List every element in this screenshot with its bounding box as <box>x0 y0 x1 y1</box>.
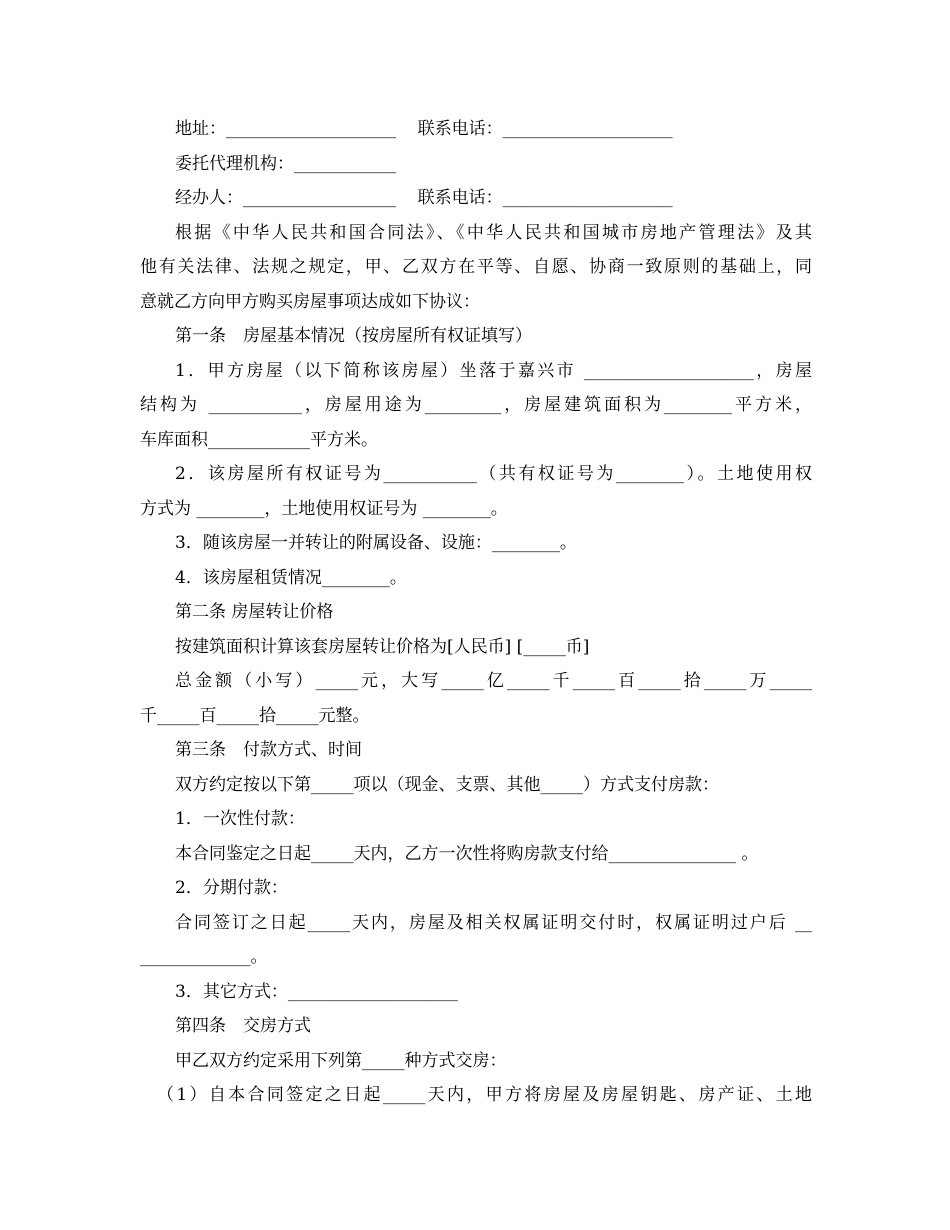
contract-page <box>140 112 812 1113</box>
article-3-item-1-heading: 1．一次性付款： <box>175 809 305 829</box>
agency-line: 委托代理机构：____________ <box>175 153 396 174</box>
article-2-heading: 第二条 房屋转让价格 <box>175 602 334 622</box>
article-2-amount-line-1: 总金额（小写）_____元，大写_____亿_____千_____百_____拾_____万_____ <box>175 671 812 691</box>
article-1-item-1-line-3: 车库面积____________平方米。 <box>140 429 378 450</box>
article-1-item-1-line-2: 结构为 ___________，房屋用途为_________，房屋建筑面积为________平方米， <box>140 395 812 415</box>
article-1-item-2-line-1: 2．该房屋所有权证号为___________（共有权证号为________）。土地使用权 <box>175 464 812 484</box>
agent-line: 经办人：__________________ 联系电话：____________________ <box>175 188 673 208</box>
article-3-item-3: 3．其它方式：____________________ <box>175 981 458 1002</box>
article-3-item-2-text-line-2: _____________。 <box>140 947 268 967</box>
article-1-heading: 第一条 房屋基本情况（按房屋所有权证填写） <box>175 326 532 346</box>
article-1-item-2-line-2: 方式为 ________，土地使用权证号为 ________。 <box>140 498 508 519</box>
article-2-price-line: 按建筑面积计算该套房屋转让价格为[人民币] [_____币] <box>175 636 590 657</box>
article-4-intro: 甲乙双方约定采用下列第_____种方式交房： <box>175 1050 507 1071</box>
preamble-line-2: 他有关法律、法规之规定，甲、乙双方在平等、自愿、协商一致原则的基础上，同 <box>140 257 812 277</box>
article-1-item-4: 4．该房屋租赁情况________。 <box>175 567 407 588</box>
preamble-line-1: 根据《中华人民共和国合同法》、《中华人民共和国城市房地产管理法》及其 <box>175 222 812 243</box>
article-1-item-1-line-1: 1．甲方房屋（以下简称该房屋）坐落于嘉兴市 ____________________，房屋 <box>175 360 812 381</box>
article-3-item-2-heading: 2．分期付款： <box>175 878 288 898</box>
article-4-heading: 第四条 交房方式 <box>175 1016 311 1036</box>
article-3-heading: 第三条 付款方式、时间 <box>175 740 362 760</box>
article-3-item-1-text: 本合同鉴定之日起_____天内，乙方一次性将购房款支付给_______________ 。 <box>175 843 759 864</box>
seller-address-line: 地址：____________________ 联系电话：____________________ <box>175 119 673 139</box>
article-3-intro: 双方约定按以下第_____项以（现金、支票、其他_____）方式支付房款： <box>175 774 719 795</box>
article-3-item-2-text-line-1: 合同签订之日起_____天内，房屋及相关权属证明交付时，权属证明过户后 __ <box>175 912 812 933</box>
article-2-amount-line-2: 千_____百_____拾_____元整。 <box>140 705 370 726</box>
article-1-item-3: 3．随该房屋一并转让的附属设备、设施：________。 <box>175 533 577 553</box>
article-4-option-1: （1）自本合同签定之日起_____天内，甲方将房屋及房屋钥匙、房产证、土地 <box>157 1085 812 1105</box>
preamble-line-3: 意就乙方向甲方购买房屋事项达成如下协议： <box>140 291 480 312</box>
